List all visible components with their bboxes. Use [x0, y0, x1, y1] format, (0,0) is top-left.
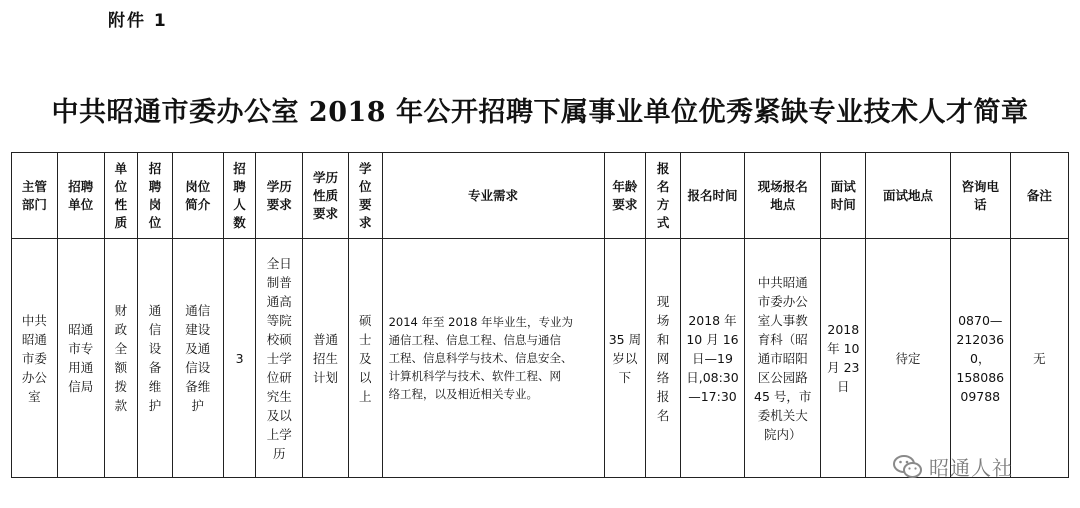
header-cell	[223, 153, 256, 239]
cell-line: 普通	[313, 331, 339, 347]
cell-line: 人	[233, 196, 246, 212]
header-cell	[12, 153, 58, 239]
cell-line: 护	[148, 398, 162, 413]
cell-line: 2018	[827, 322, 860, 337]
cell-line: 日,08:30	[686, 369, 739, 385]
cell-line: 数	[233, 214, 246, 230]
cell-line: 0，	[970, 350, 991, 366]
cell-line: 09788	[960, 388, 1001, 404]
header-cell	[680, 153, 744, 239]
cell-line: 158086	[956, 369, 1005, 385]
remark-cell: 无	[1010, 239, 1068, 478]
cell-line: 主管	[21, 178, 47, 194]
cell-line: 性	[114, 196, 128, 212]
cell-line: 财	[114, 303, 128, 318]
cell-line: 现场报名	[757, 178, 808, 194]
cell-line: 名	[656, 178, 670, 194]
cell-line: 简介	[185, 196, 211, 212]
cell-line: 下	[618, 369, 632, 385]
edu-cell	[256, 239, 303, 478]
cell-line: 位研	[266, 369, 292, 385]
cell-line: 市委	[21, 350, 47, 366]
cell-line: 10 月 16	[686, 331, 739, 347]
cell-line: 岗位	[185, 178, 211, 194]
cell-line: 究生	[266, 388, 292, 404]
page-title: 中共昭通市委办公室 2018 年公开招聘下属事业单位优秀紧缺专业技术人才简章	[51, 97, 1029, 128]
cell-line: 制普	[266, 274, 292, 290]
header-cell	[1010, 153, 1068, 239]
watermark-text: 昭通人社	[929, 456, 1013, 480]
cell-line: 区公园路	[757, 369, 808, 385]
cell-line: 质	[114, 214, 128, 230]
cell-line: 式	[656, 214, 670, 230]
cell-line: 招	[148, 160, 162, 176]
cell-line: 拨	[114, 379, 128, 394]
cell-line: 要	[359, 196, 372, 212]
cell-line: 日—19	[692, 350, 733, 366]
cell-line: —17:30	[688, 388, 737, 404]
cell-line: 学历	[313, 169, 339, 185]
cell-line: 及通	[185, 341, 211, 356]
cell-line: 以	[359, 369, 372, 385]
major-cell	[382, 239, 604, 478]
cell-line: 建设	[185, 322, 211, 337]
cell-line: 报	[656, 388, 670, 404]
cell-line: 月 23	[827, 360, 860, 375]
edu-nature-cell	[303, 239, 349, 478]
cell-line: 岁以	[612, 350, 638, 366]
cell-line: 学	[359, 160, 372, 176]
header-cell	[57, 153, 104, 239]
cell-line: 2018 年	[688, 312, 737, 328]
cell-line: 聘	[233, 178, 246, 194]
cell-line: 单位	[68, 196, 94, 212]
cell-line: 维	[148, 379, 162, 394]
cell-line: 日	[837, 379, 850, 394]
cell-line: 35 周	[608, 331, 642, 347]
cell-line: 育科（昭	[757, 331, 808, 347]
cell-line: 等院	[266, 312, 292, 328]
cell-line: 咨询电	[961, 178, 1000, 194]
unit-cell	[57, 239, 104, 478]
cell-line: 招聘	[68, 178, 94, 194]
cell-line: 0870—	[958, 312, 1003, 328]
cell-line: 通信	[185, 303, 211, 318]
watermark	[893, 452, 1013, 481]
cell-line: 历	[272, 445, 286, 461]
cell-line: 报名时间	[687, 187, 738, 203]
cell-line: 工程、信息科学与技术、信息安全、	[388, 351, 573, 365]
cell-line: 委机关大	[757, 407, 808, 423]
cell-line: 名	[656, 407, 670, 423]
cell-line: 及以	[266, 407, 292, 423]
cell-line: 政	[114, 322, 128, 337]
cell-line: 额	[114, 360, 128, 375]
cell-line: 院内）	[763, 426, 802, 442]
cell-line: 士学	[266, 350, 292, 366]
header-cell	[382, 153, 604, 239]
cell-line: 室	[28, 388, 41, 404]
cell-line: 网	[656, 350, 670, 366]
cell-line: 络	[656, 369, 670, 385]
cell-line: 备注	[1026, 187, 1052, 203]
cell-line: 学历	[266, 178, 292, 194]
header-cell	[646, 153, 681, 239]
cell-line: 专业需求	[468, 187, 519, 203]
phone-cell	[950, 239, 1010, 478]
cell-line: 士	[359, 331, 372, 347]
cell-line: 性质	[313, 187, 339, 203]
cell-line: 招	[233, 160, 246, 176]
cell-line: 话	[974, 196, 987, 212]
reg-place-cell	[745, 239, 821, 478]
cell-line: 求	[359, 214, 372, 230]
header-cell	[172, 153, 223, 239]
cell-line: 及	[359, 350, 372, 366]
cell-line: 昭通	[21, 331, 47, 347]
cell-line: 计算机科学与技术、软件工程、网	[388, 369, 562, 383]
cell-line: 络工程，以及相近相关专业。	[388, 387, 539, 401]
cell-line: 中共昭通	[757, 274, 808, 290]
cell-line: 信局	[68, 379, 94, 394]
cell-line: 款	[114, 398, 128, 413]
intro-cell	[172, 239, 223, 478]
header-cell	[256, 153, 303, 239]
cell-line: 岗	[148, 196, 162, 212]
cell-line: 45 号，市	[754, 388, 812, 404]
header-cell	[950, 153, 1010, 239]
cell-line: 要求	[612, 196, 638, 212]
header-cell	[745, 153, 821, 239]
cell-line: 面试地点	[882, 187, 933, 203]
cell-line: 场	[656, 312, 670, 328]
cell-line: 室人事教	[757, 312, 808, 328]
cell-line: 位	[114, 178, 128, 194]
header-cell	[604, 153, 646, 239]
cell-line: 中共	[21, 312, 47, 328]
cell-line: 年 10	[827, 341, 860, 356]
cell-line: 市委办公	[757, 293, 808, 309]
cell-line: 招生	[313, 350, 339, 366]
cell-line: 市专	[68, 341, 94, 356]
cell-line: 方	[656, 196, 670, 212]
table-header-row	[12, 153, 1069, 239]
header-cell	[138, 153, 173, 239]
reg-time-cell	[680, 239, 744, 478]
method-cell	[646, 239, 681, 478]
cell-line: 2014 年至 2018 年毕业生，专业为	[388, 315, 574, 329]
cell-line: 位	[359, 178, 372, 194]
cell-line: 现	[656, 293, 670, 309]
cell-line: 要求	[313, 205, 339, 221]
recruitment-table	[11, 152, 1069, 478]
post-cell	[138, 239, 173, 478]
cell-line: 用通	[68, 360, 94, 375]
header-cell	[104, 153, 138, 239]
cell-line: 时间	[830, 196, 856, 212]
cell-line: 部门	[21, 196, 47, 212]
cell-line: 昭通	[68, 322, 94, 337]
dept-cell	[12, 239, 58, 478]
cell-line: 备维	[185, 379, 211, 394]
cell-line: 要求	[266, 196, 292, 212]
table-row	[12, 239, 1069, 478]
cell-line: 办公	[21, 369, 47, 385]
cell-line: 地点	[770, 196, 796, 212]
cell-line: 全日	[266, 255, 292, 271]
cell-line: 单	[114, 160, 128, 176]
cell-line: 报	[656, 160, 670, 176]
cell-line: 备	[148, 360, 162, 375]
cell-line: 和	[656, 331, 670, 347]
age-cell	[604, 239, 646, 478]
degree-cell	[348, 239, 382, 478]
cell-line: 校硕	[266, 331, 292, 347]
cell-line: 护	[191, 398, 205, 413]
header-cell	[866, 153, 951, 239]
cell-line: 面试	[830, 178, 856, 194]
cell-line: 上学	[266, 426, 292, 442]
cell-line: 硕	[359, 312, 372, 328]
cell-line: 212036	[956, 331, 1005, 347]
cell-line: 通高	[266, 293, 292, 309]
cell-line: 上	[359, 388, 372, 404]
count-cell: 3	[223, 239, 256, 478]
wechat-icon	[893, 454, 923, 480]
header-cell	[348, 153, 382, 239]
interview-place-cell: 待定	[866, 239, 951, 478]
header-cell	[821, 153, 866, 239]
attachment-label: 附件 1	[108, 11, 168, 31]
cell-line: 信	[148, 322, 162, 337]
cell-line: 通	[148, 303, 162, 318]
interview-time-cell	[821, 239, 866, 478]
cell-line: 设	[148, 341, 162, 356]
cell-line: 位	[148, 214, 162, 230]
cell-line: 通信工程、信息工程、信息与通信	[388, 333, 562, 347]
cell-line: 通市昭阳	[757, 350, 808, 366]
header-cell	[303, 153, 349, 239]
cell-line: 计划	[313, 369, 339, 385]
nature-cell	[104, 239, 138, 478]
cell-line: 全	[114, 341, 128, 356]
cell-line: 聘	[148, 178, 162, 194]
cell-line: 信设	[185, 360, 211, 375]
cell-line: 年龄	[612, 178, 638, 194]
